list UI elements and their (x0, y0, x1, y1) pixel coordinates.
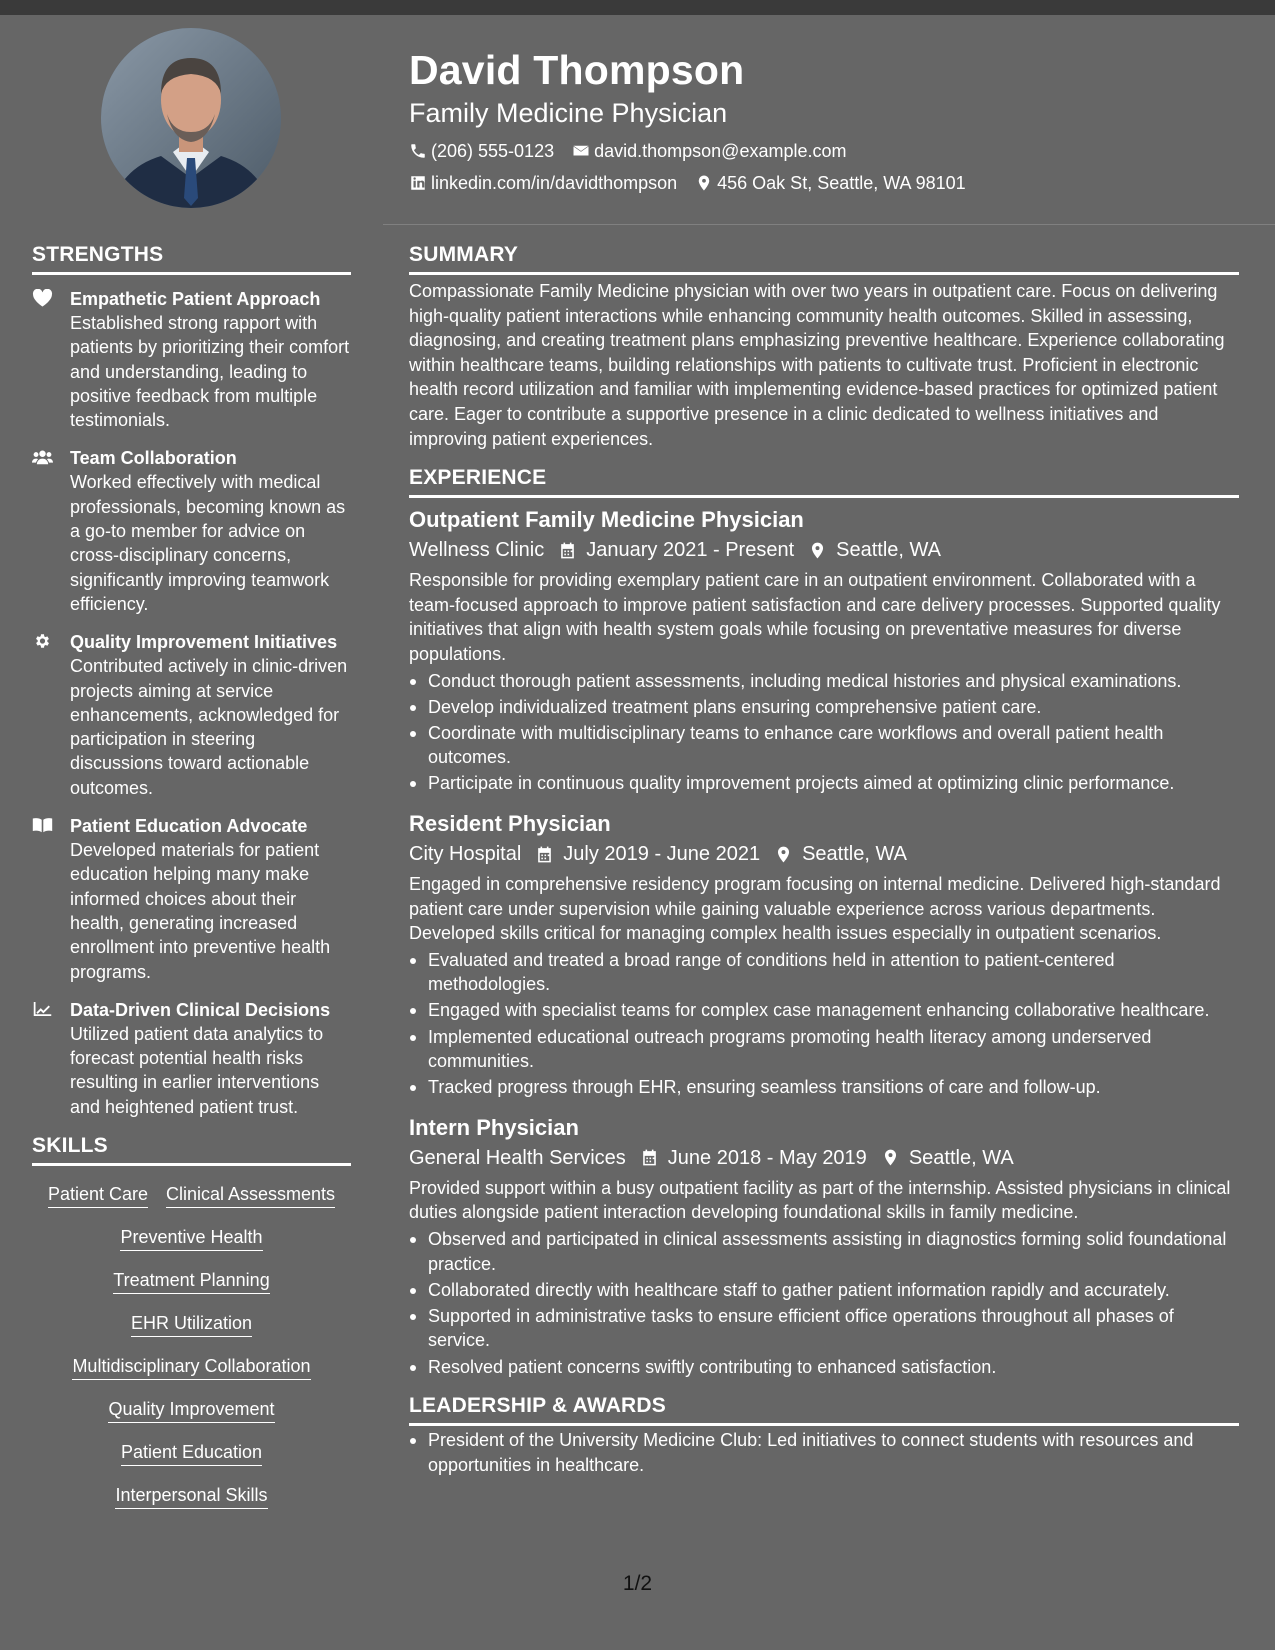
job-bullet: Observed and participated in clinical assessments assisting in diagnostics forming solid foundational practice. (409, 1227, 1239, 1276)
contact-address: 456 Oak St, Seattle, WA 98101 (695, 172, 965, 194)
strength-item (32, 998, 351, 1119)
strength-description: Established strong rapport with patients by prioritizing their comfort and understanding, leading to positive feedback from multiple testimonials. (70, 313, 350, 431)
strengths-heading: STRENGTHS (32, 243, 164, 266)
top-bar (0, 0, 1275, 15)
job-company: City Hospital (409, 843, 522, 865)
strength-item (32, 287, 351, 432)
strength-name: Empathetic Patient Approach (70, 289, 321, 309)
strength-item (32, 446, 351, 616)
experience-heading: EXPERIENCE (409, 466, 547, 490)
strengths-divider (32, 272, 351, 275)
skills-heading: SKILLS (32, 1134, 108, 1158)
job-entry (409, 506, 1239, 796)
skills-divider (32, 1163, 351, 1166)
book-icon (32, 816, 53, 834)
job-bullet: Engaged with specialist teams for complex case management enhancing collaborative healthcare. (409, 998, 1239, 1023)
job-description: Engaged in comprehensive residency program focusing on internal medicine. Delivered high-standard patient care under supervision while gaining valuable experience across various departments. Developed skills critical for managing complex health issues especially in outpatient scenarios. (409, 874, 1221, 944)
contact-email[interactable]: david.thompson@example.com (572, 140, 846, 162)
map-pin-icon (881, 1148, 900, 1167)
job-bullet: Implemented educational outreach programs promoting health literacy among underserved communities. (409, 1025, 1239, 1074)
strength-name: Quality Improvement Initiatives (70, 632, 338, 653)
skill-tag: Preventive Health (120, 1225, 262, 1251)
skill-tag: Patient Care (48, 1182, 148, 1208)
strength-name: Team Collaboration (70, 448, 237, 469)
strength-item (32, 630, 351, 800)
job-dates: July 2019 - June 2021 (563, 843, 761, 865)
job-bullet: Collaborated directly with healthcare staff to gather patient information rapidly and accurately. (409, 1278, 1239, 1303)
experience-divider (409, 495, 1239, 498)
skill-tag: Patient Education (121, 1440, 262, 1466)
strength-name: Data-Driven Clinical Decisions (70, 999, 331, 1020)
contact-phone: (206) 555-0123 (409, 140, 554, 162)
summary-divider (409, 272, 1239, 275)
skill-tag: Multidisciplinary Collaboration (72, 1354, 310, 1380)
strength-item (32, 814, 351, 984)
awards-list (409, 1428, 1239, 1477)
calendar-icon (535, 845, 554, 864)
job-title: Outpatient Family Medicine Physician (409, 507, 804, 533)
candidate-title: Family Medicine Physician (409, 98, 728, 128)
users-icon (32, 448, 53, 466)
strength-description: Utilized patient data analytics to forecast potential health risks resulting in earlier interventions and heightened patient trust. (70, 1023, 324, 1117)
job-bullet: Tracked progress through EHR, ensuring seamless transitions of care and follow-up. (409, 1075, 1239, 1100)
job-bullets (409, 948, 1239, 1100)
calendar-icon (640, 1148, 659, 1167)
envelope-icon (572, 142, 590, 160)
job-title: Resident Physician (409, 811, 611, 836)
strength-description: Developed materials for patient education helping many make informed choices about their health, generating increased enrollment into preventive health programs. (70, 840, 331, 982)
job-description: Provided support within a busy outpatient facility as part of the internship. Assisted physicians in clinical duties alongside patient interaction developing foundational skills in family medicine. (409, 1177, 1231, 1223)
contact-row-1 (409, 140, 1229, 162)
job-title: Intern Physician (409, 1114, 579, 1140)
phone-icon (409, 142, 427, 160)
job-location: Seattle, WA (802, 843, 907, 865)
job-dates: January 2021 - Present (586, 539, 795, 562)
linkedin-icon (409, 174, 427, 192)
job-dates: June 2018 - May 2019 (667, 1146, 867, 1169)
skill-tag: Clinical Assessments (166, 1182, 335, 1208)
job-meta (409, 841, 1239, 867)
job-location: Seattle, WA (836, 539, 941, 562)
candidate-name: David Thompson (409, 47, 745, 93)
strength-description: Contributed actively in clinic-driven projects aiming at service enhancements, acknowledged for participation in steering discussions toward actionable outcomes. (70, 656, 348, 798)
job-bullet: Develop individualized treatment plans ensuring comprehensive patient care. (409, 695, 1239, 720)
job-bullets (409, 1227, 1239, 1379)
resume-header (409, 44, 1229, 194)
map-pin-icon (808, 541, 827, 560)
job-bullet: Evaluated and treated a broad range of conditions held in attention to patient-centered methodologies. (409, 948, 1239, 997)
calendar-icon (558, 541, 577, 560)
summary-text: Compassionate Family Medicine physician with over two years in outpatient care. Focus on delivering high-quality patient interactions while enhancing community health outcomes. Skilled in assessing, diagnosing, and creating treatment plans emphasizing preventive healthcare. Experience collaborating within healthcare teams, building relationships with patients to cultivate trust. Proficient in electronic health record utilization and familiar with implementing evidence-based practices for optimized patient care. Eager to contribute a supportive presence in a clinic dedicated to wellness initiatives and improving patient experiences. (409, 281, 1225, 449)
job-entry (409, 1114, 1239, 1379)
job-meta (409, 1145, 1239, 1171)
contact-row-2 (409, 172, 1229, 194)
job-bullet: Participate in continuous quality improvement projects aimed at optimizing clinic performance. (409, 771, 1239, 796)
job-bullets (409, 669, 1239, 796)
job-bullet: Conduct thorough patient assessments, including medical histories and physical examinations. (409, 669, 1239, 694)
summary-heading: SUMMARY (409, 243, 519, 266)
skill-tag: Interpersonal Skills (115, 1483, 267, 1509)
awards-divider (409, 1423, 1239, 1426)
awards-heading: LEADERSHIP & AWARDS (409, 1394, 666, 1418)
contact-linkedin[interactable]: linkedin.com/in/davidthompson (409, 172, 677, 194)
strength-description: Worked effectively with medical professionals, becoming known as a go-to member for advice on cross-disciplinary concerns, significantly improving teamwork efficiency. (70, 472, 346, 614)
map-pin-icon (695, 174, 713, 192)
skill-tag: EHR Utilization (131, 1311, 252, 1337)
page-number: 1/2 (622, 1572, 653, 1595)
job-meta (409, 537, 1239, 563)
job-description: Responsible for providing exemplary patient care in an outpatient environment. Collaborated with a team-focused approach to improve patient satisfaction and care delivery processes. Supported quality initiatives that align with health system goals while focusing on preventative measures for diverse populations. (409, 570, 1221, 664)
strength-name: Patient Education Advocate (70, 816, 308, 837)
strengths-list (32, 287, 351, 1119)
job-company: General Health Services (409, 1146, 626, 1169)
profile-photo (101, 28, 281, 208)
job-entry (409, 810, 1239, 1100)
award-item: President of the University Medicine Club: Led initiatives to connect students with resources and opportunities in healthcare. (409, 1428, 1239, 1477)
job-bullet: Coordinate with multidisciplinary teams to enhance care workflows and overall patient health outcomes. (409, 721, 1239, 770)
skill-tag: Quality Improvement (108, 1397, 274, 1423)
heart-icon (32, 289, 53, 307)
main-content (409, 242, 1239, 1479)
skills-list (32, 1182, 351, 1509)
job-bullet: Supported in administrative tasks to ensure efficient office operations throughout all phases of service. (409, 1304, 1239, 1353)
sidebar (32, 242, 351, 1509)
chart-line-icon (32, 1000, 53, 1018)
skill-tag: Treatment Planning (113, 1268, 269, 1294)
map-pin-icon (774, 845, 793, 864)
job-location: Seattle, WA (908, 1146, 1014, 1169)
job-company: Wellness Clinic (409, 539, 545, 562)
header-divider (383, 224, 1275, 225)
gear-icon (32, 632, 53, 650)
job-bullet: Resolved patient concerns swiftly contributing to enhanced satisfaction. (409, 1355, 1239, 1380)
